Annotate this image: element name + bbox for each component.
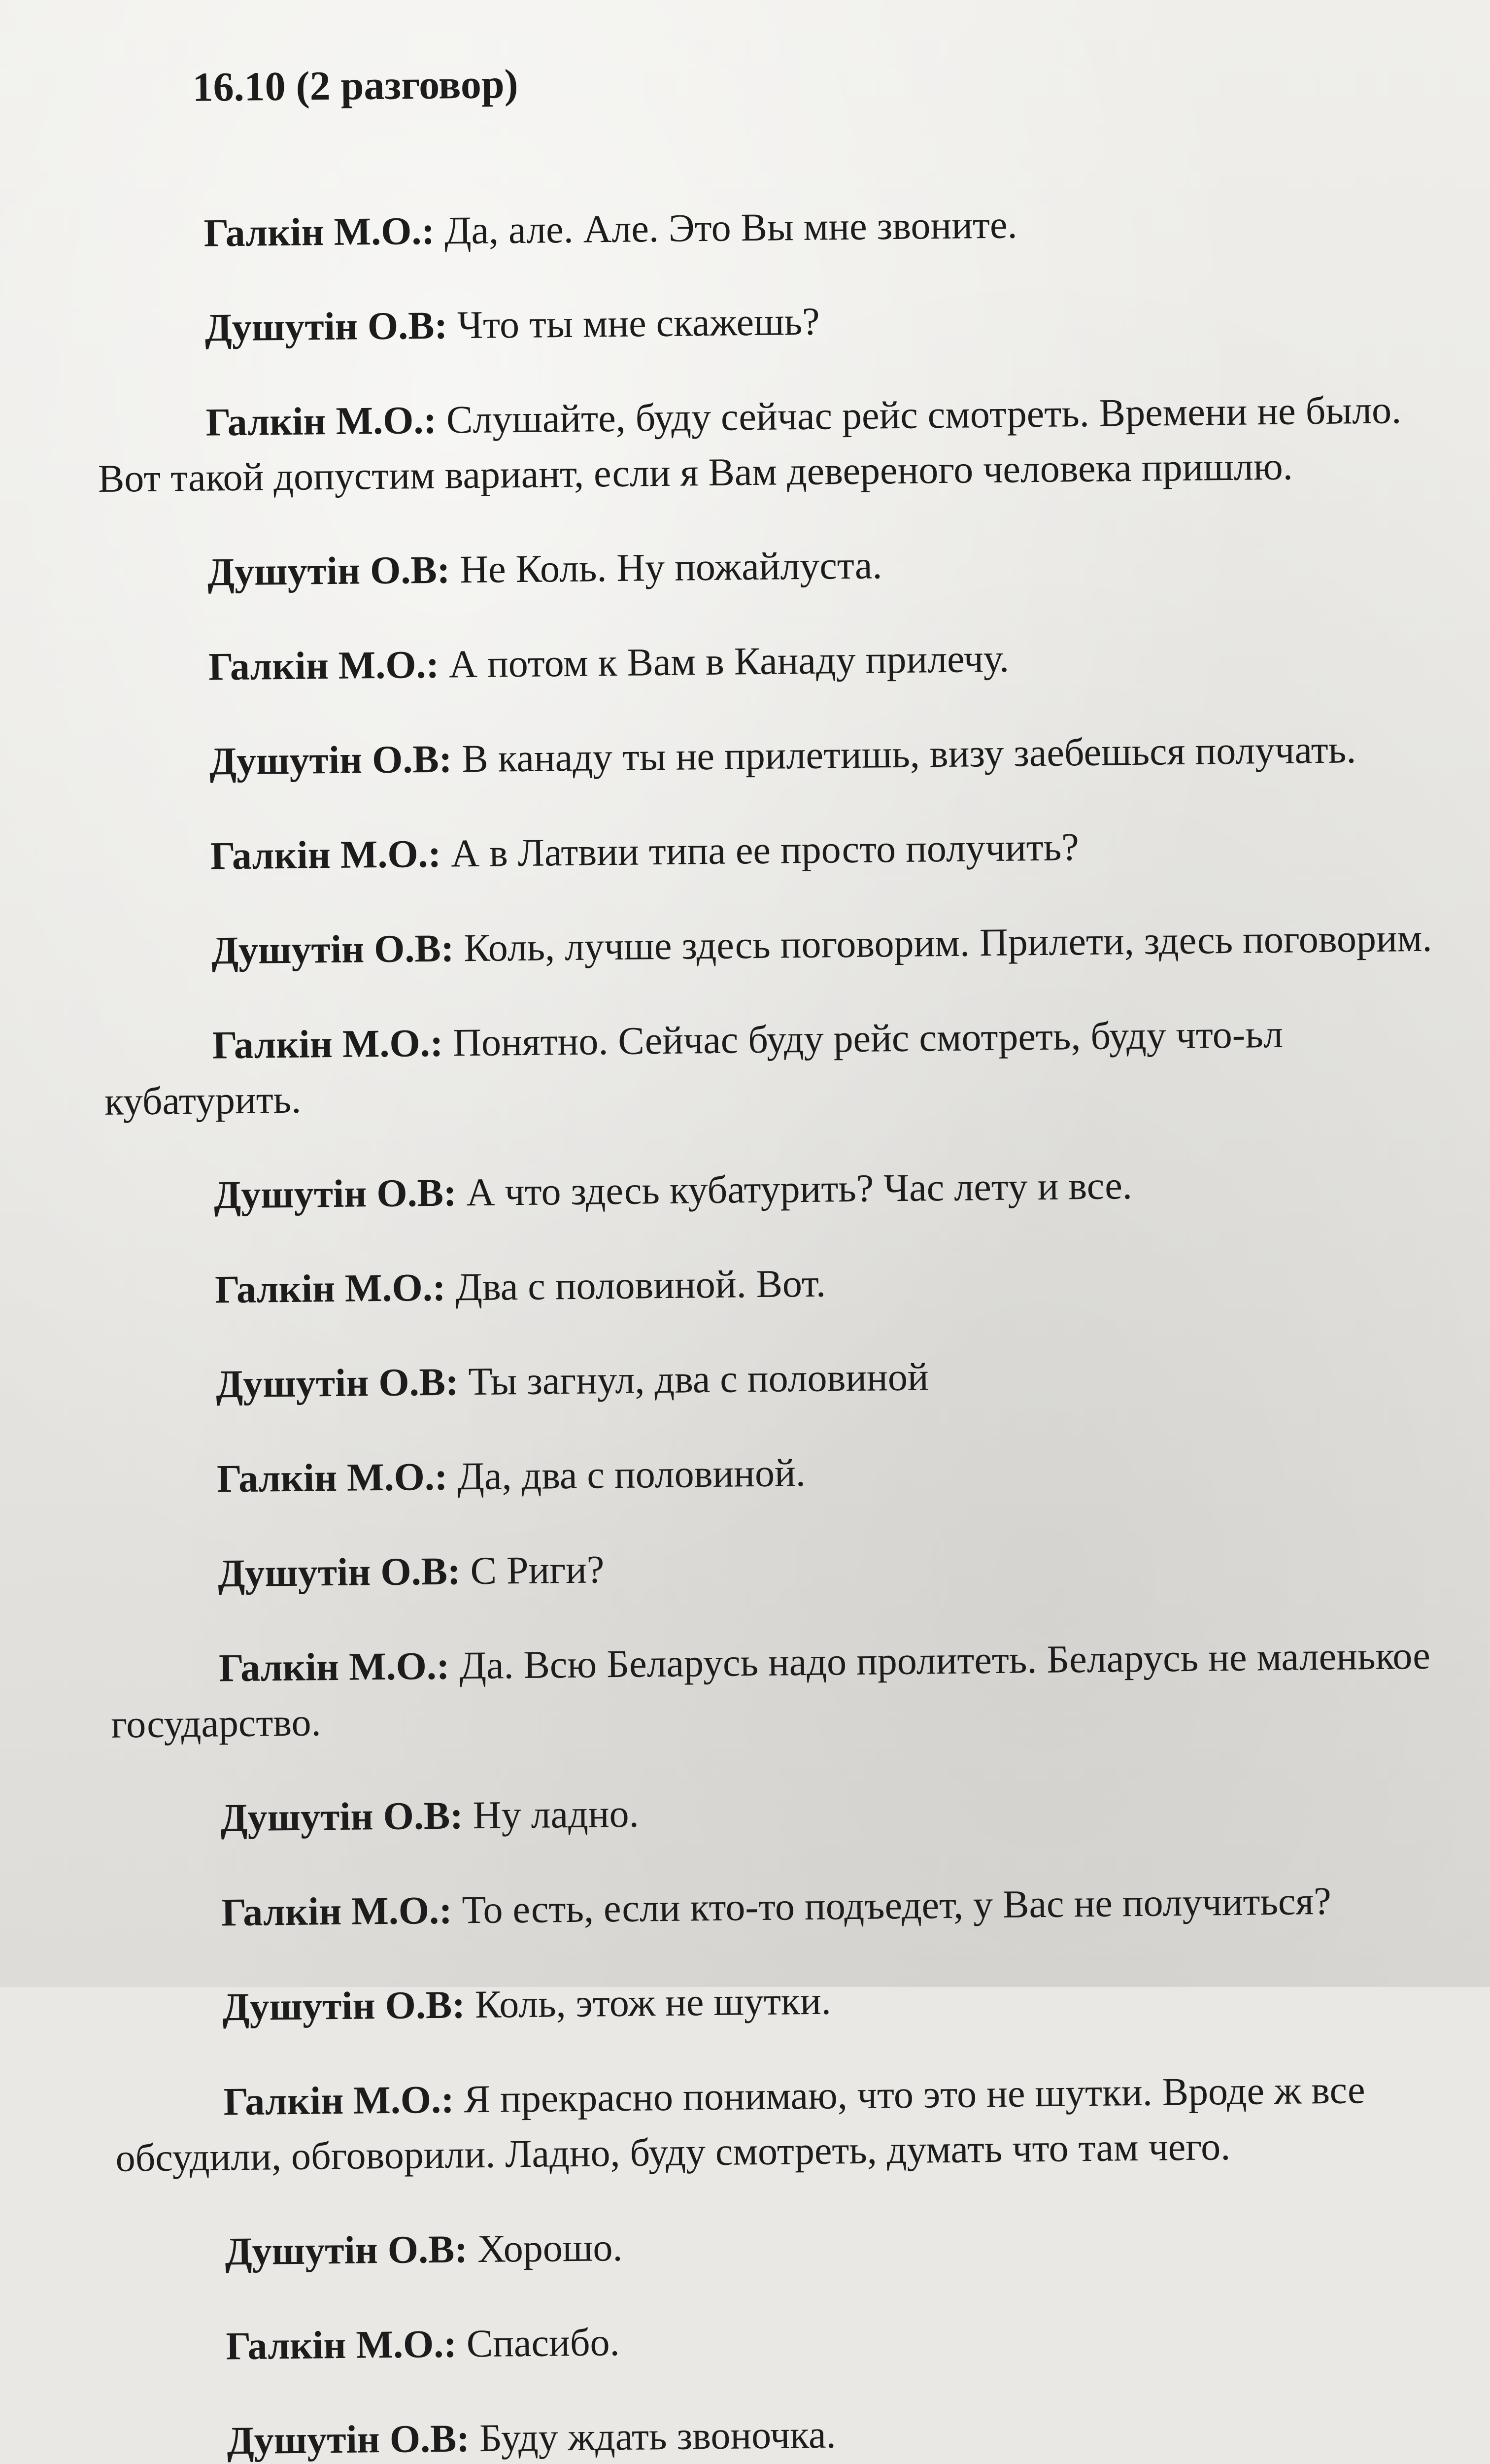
dialogue-line bbox=[102, 910, 1463, 980]
dialogue-line bbox=[99, 532, 1459, 601]
speaker-name: Душутін О.В: bbox=[207, 548, 450, 594]
utterance: Хорошо. bbox=[477, 2226, 623, 2271]
speaker-name: Галкін М.О.: bbox=[205, 398, 437, 445]
utterance: Что ты мне скажешь? bbox=[457, 300, 820, 347]
speaker-name: Галкін М.О.: bbox=[212, 1021, 443, 1067]
document-title: 16.10 (2 разговор) bbox=[192, 61, 518, 110]
speaker-name: Душутін О.В: bbox=[209, 737, 452, 784]
dialogue bbox=[95, 193, 1479, 2464]
utterance: Понятно. Сейчас буду рейс смотреть, буду что-ьл кубатурить. bbox=[104, 1012, 1284, 1124]
utterance: Да. Всю Беларусь надо пролитеть. Беларусь не маленькое государство. bbox=[110, 1634, 1431, 1746]
dialogue-line bbox=[95, 193, 1456, 262]
dialogue-line bbox=[113, 1872, 1473, 1942]
dialogue-line bbox=[97, 382, 1458, 507]
utterance: А в Латвии типа ее просто получить? bbox=[450, 825, 1080, 876]
dialogue-line bbox=[110, 1628, 1471, 1752]
utterance: Спасибо. bbox=[466, 2321, 620, 2366]
speaker-name: Душутін О.В: bbox=[220, 1794, 464, 1840]
speaker-name: Галкін М.О.: bbox=[210, 832, 441, 878]
dialogue-line bbox=[118, 2400, 1479, 2464]
utterance: Не Коль. Ну пожайлуста. bbox=[459, 544, 882, 592]
utterance: Буду ждать звоночка. bbox=[479, 2413, 836, 2461]
utterance: Да, два с половиной. bbox=[457, 1451, 806, 1499]
speaker-name: Душутін О.В: bbox=[204, 304, 448, 350]
dialogue-line bbox=[100, 626, 1460, 696]
speaker-name: Галкін М.О.: bbox=[208, 643, 440, 689]
utterance: А что здесь кубатурить? Час лету и все. bbox=[466, 1164, 1133, 1215]
dialogue-line bbox=[112, 1778, 1472, 1847]
speaker-name: Душутін О.В: bbox=[211, 926, 454, 973]
dialogue-line bbox=[108, 1438, 1469, 1508]
speaker-name: Галкін М.О.: bbox=[216, 1455, 448, 1501]
speaker-name: Душутін О.В: bbox=[215, 1360, 459, 1406]
speaker-name: Галкін М.О.: bbox=[221, 1888, 453, 1935]
dialogue-line bbox=[102, 816, 1462, 885]
speaker-name: Галкін М.О.: bbox=[218, 1644, 450, 1690]
speaker-name: Галкін М.О.: bbox=[203, 209, 435, 255]
utterance: Слушайте, буду сейчас рейс смотреть. Времени не было. Вот такой допустим вариант, если я Вам девереного человека пришлю. bbox=[98, 388, 1402, 501]
utterance: Коль, лучше здесь поговорим. Прилети, здесь поговорим. bbox=[463, 916, 1432, 970]
utterance: Два с половиной. Вот. bbox=[455, 1262, 826, 1309]
dialogue-line bbox=[101, 721, 1461, 790]
speaker-name: Галкін М.О.: bbox=[223, 2078, 455, 2124]
utterance: А потом к Вам в Канаду прилечу. bbox=[448, 637, 1010, 686]
utterance: С Риги? bbox=[470, 1548, 605, 1593]
dialogue-line bbox=[117, 2306, 1478, 2375]
dialogue-line bbox=[106, 1249, 1467, 1319]
dialogue-line bbox=[103, 1005, 1464, 1129]
dialogue-line bbox=[114, 1967, 1474, 2036]
speaker-name: Душутін О.В: bbox=[222, 1983, 466, 2029]
utterance: Ну ладно. bbox=[473, 1792, 639, 1838]
speaker-name: Душутін О.В: bbox=[227, 2417, 470, 2463]
speaker-name: Душутін О.В: bbox=[217, 1549, 461, 1596]
utterance: То есть, если кто-то подъедет, у Вас не получиться? bbox=[462, 1879, 1332, 1932]
transcript bbox=[94, 45, 1479, 2464]
utterance: Да, але. Але. Это Вы мне звоните. bbox=[444, 203, 1017, 253]
utterance: Ты загнул, два с половиной bbox=[468, 1355, 929, 1404]
dialogue-line bbox=[115, 2061, 1476, 2186]
speaker-name: Галкін М.О.: bbox=[226, 2322, 457, 2368]
utterance: Я прекрасно понимаю, что это не шутки. Вроде ж все обсудили, обговорили. Ладно, буду смотреть, думать что там чего. bbox=[115, 2068, 1365, 2180]
utterance: Коль, этож не шутки. bbox=[474, 1979, 832, 2027]
dialogue-line bbox=[105, 1155, 1466, 1224]
speaker-name: Душутін О.В: bbox=[213, 1171, 457, 1217]
speaker-name: Душутін О.В: bbox=[225, 2227, 468, 2274]
utterance: В канаду ты не прилетишь, визу заебешься получать. bbox=[461, 728, 1356, 781]
dialogue-line bbox=[96, 287, 1456, 357]
dialogue-line bbox=[107, 1344, 1468, 1413]
dialogue-line bbox=[116, 2211, 1477, 2281]
dialogue-line bbox=[109, 1533, 1470, 1603]
speaker-name: Галкін М.О.: bbox=[214, 1266, 446, 1312]
